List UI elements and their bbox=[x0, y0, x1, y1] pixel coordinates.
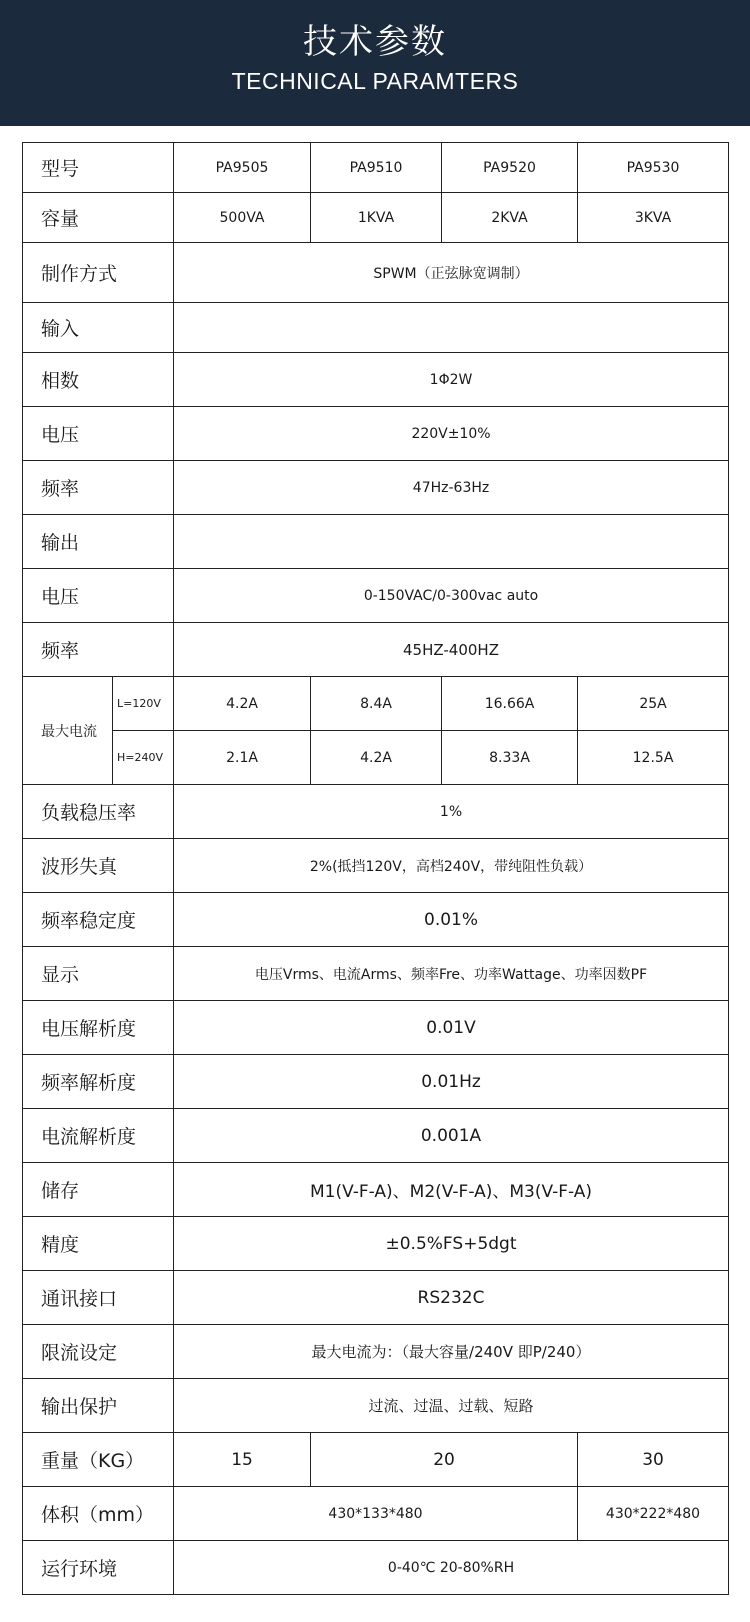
table-cell: M1(V-F-A)、M2(V-F-A)、M3(V-F-A) bbox=[174, 1163, 729, 1217]
row-label: 输入 bbox=[23, 303, 174, 353]
table-cell: 1% bbox=[174, 785, 729, 839]
table-row-output-voltage bbox=[23, 569, 729, 623]
row-label: 通讯接口 bbox=[23, 1271, 174, 1325]
table-cell: PA9530 bbox=[578, 143, 729, 193]
row-label: 容量 bbox=[23, 193, 174, 243]
table-row-phase bbox=[23, 353, 729, 407]
table-cell: 45HZ-400HZ bbox=[174, 623, 729, 677]
table-cell: 220V±10% bbox=[174, 407, 729, 461]
table-row-input bbox=[23, 303, 729, 353]
row-label: 电压 bbox=[23, 407, 174, 461]
table-cell: 430*133*480 bbox=[174, 1487, 578, 1541]
table-cell: PA9505 bbox=[174, 143, 311, 193]
row-label: 限流设定 bbox=[23, 1325, 174, 1379]
table-cell: 430*222*480 bbox=[578, 1487, 729, 1541]
table-cell: 15 bbox=[174, 1433, 311, 1487]
table-row-input-frequency bbox=[23, 461, 729, 515]
table-cell: 30 bbox=[578, 1433, 729, 1487]
row-label: 输出 bbox=[23, 515, 174, 569]
table-row-protection bbox=[23, 1379, 729, 1433]
row-label: 体积（mm） bbox=[23, 1487, 174, 1541]
table-row-storage bbox=[23, 1163, 729, 1217]
row-label: 型号 bbox=[23, 143, 174, 193]
table-row-output-frequency bbox=[23, 623, 729, 677]
table-row-current-resolution bbox=[23, 1109, 729, 1163]
table-row-voltage-resolution bbox=[23, 1001, 729, 1055]
row-label: 显示 bbox=[23, 947, 174, 1001]
table-cell: 47Hz-63Hz bbox=[174, 461, 729, 515]
table-cell: RS232C bbox=[174, 1271, 729, 1325]
table-cell: 电压Vrms、电流Arms、频率Fre、功率Wattage、功率因数PF bbox=[174, 947, 729, 1001]
row-label: 频率稳定度 bbox=[23, 893, 174, 947]
table-cell: 1KVA bbox=[311, 193, 442, 243]
row-label: 频率解析度 bbox=[23, 1055, 174, 1109]
table-row-frequency-resolution bbox=[23, 1055, 729, 1109]
table-row-model bbox=[23, 143, 729, 193]
table-row-load-regulation bbox=[23, 785, 729, 839]
table-cell: 4.2A bbox=[311, 731, 442, 785]
table-row-volume bbox=[23, 1487, 729, 1541]
table-cell bbox=[174, 515, 729, 569]
row-label: 制作方式 bbox=[23, 243, 174, 303]
row-label: 精度 bbox=[23, 1217, 174, 1271]
table-cell: 0.001A bbox=[174, 1109, 729, 1163]
table-row-communication bbox=[23, 1271, 729, 1325]
table-cell: 16.66A bbox=[442, 677, 578, 731]
table-cell: ±0.5%FS+5dgt bbox=[174, 1217, 729, 1271]
row-label: 波形失真 bbox=[23, 839, 174, 893]
table-row-display bbox=[23, 947, 729, 1001]
table-cell: PA9510 bbox=[311, 143, 442, 193]
table-row-frequency-stability bbox=[23, 893, 729, 947]
table-cell: 0-40℃ 20-80%RH bbox=[174, 1541, 729, 1595]
table-row-input-voltage bbox=[23, 407, 729, 461]
row-label: 频率 bbox=[23, 461, 174, 515]
table-cell: 8.33A bbox=[442, 731, 578, 785]
row-label: 重量（KG） bbox=[23, 1433, 174, 1487]
table-cell: 0-150VAC/0-300vac auto bbox=[174, 569, 729, 623]
table-row-method bbox=[23, 243, 729, 303]
page-title: 技术参数 bbox=[303, 22, 447, 62]
page-subtitle: TECHNICAL PARAMTERS bbox=[231, 68, 519, 94]
table-cell: 最大电流为：（最大容量/240V 即P/240） bbox=[174, 1325, 729, 1379]
table-row-output bbox=[23, 515, 729, 569]
page-header bbox=[0, 0, 750, 126]
table-row-environment bbox=[23, 1541, 729, 1595]
table-cell: 2KVA bbox=[442, 193, 578, 243]
table-cell: 1Φ2W bbox=[174, 353, 729, 407]
table-row-distortion bbox=[23, 839, 729, 893]
table-cell: 20 bbox=[311, 1433, 578, 1487]
table-cell: 2%(抵挡120V，高档240V，带纯阻性负载） bbox=[174, 839, 729, 893]
row-label: 电流解析度 bbox=[23, 1109, 174, 1163]
table-cell: PA9520 bbox=[442, 143, 578, 193]
table-cell: 8.4A bbox=[311, 677, 442, 731]
table-cell: 0.01% bbox=[174, 893, 729, 947]
row-label: 相数 bbox=[23, 353, 174, 407]
row-label: 电压 bbox=[23, 569, 174, 623]
table-cell bbox=[174, 303, 729, 353]
sub-label: H=240V bbox=[113, 731, 174, 785]
table-cell: 2.1A bbox=[174, 731, 311, 785]
row-label: 电压解析度 bbox=[23, 1001, 174, 1055]
table-cell: 12.5A bbox=[578, 731, 729, 785]
table-cell: 4.2A bbox=[174, 677, 311, 731]
table-row-max-current-high bbox=[23, 731, 729, 785]
table-cell: SPWM（正弦脉宽调制） bbox=[174, 243, 729, 303]
table-cell: 过流、过温、过载、短路 bbox=[174, 1379, 729, 1433]
table-cell: 0.01Hz bbox=[174, 1055, 729, 1109]
table-cell: 500VA bbox=[174, 193, 311, 243]
row-label: 频率 bbox=[23, 623, 174, 677]
row-label: 最大电流 bbox=[23, 677, 113, 785]
table-cell: 0.01V bbox=[174, 1001, 729, 1055]
spec-table bbox=[22, 142, 729, 1595]
table-cell: 25A bbox=[578, 677, 729, 731]
row-label: 负载稳压率 bbox=[23, 785, 174, 839]
table-row-current-limit bbox=[23, 1325, 729, 1379]
table-cell: 3KVA bbox=[578, 193, 729, 243]
row-label: 输出保护 bbox=[23, 1379, 174, 1433]
table-row-accuracy bbox=[23, 1217, 729, 1271]
table-row-weight bbox=[23, 1433, 729, 1487]
table-row-capacity bbox=[23, 193, 729, 243]
sub-label: L=120V bbox=[113, 677, 174, 731]
row-label: 运行环境 bbox=[23, 1541, 174, 1595]
table-row-max-current-low bbox=[23, 677, 729, 731]
row-label: 储存 bbox=[23, 1163, 174, 1217]
